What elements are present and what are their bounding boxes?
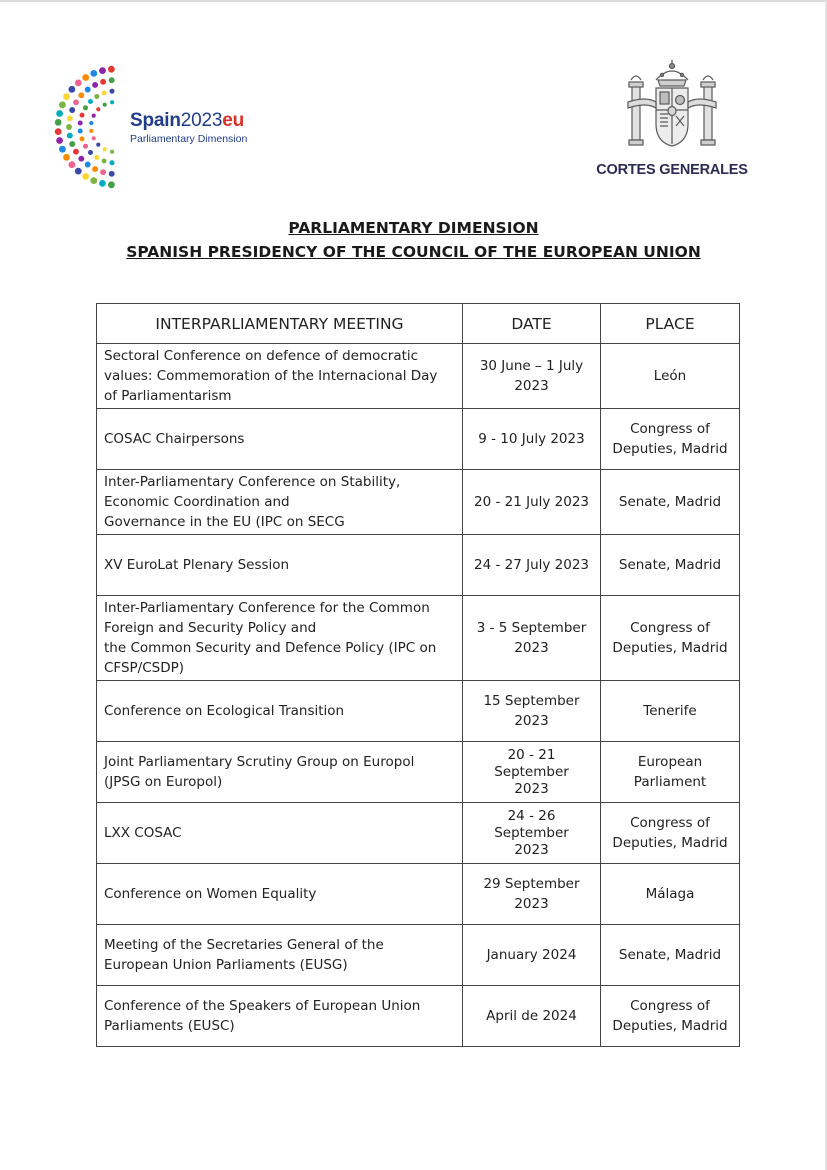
place-cell: Congress of Deputies, Madrid [601,986,740,1047]
meetings-table-body [97,344,740,1047]
meeting-cell: Joint Parliamentary Scrutiny Group on Europol (JPSG on Europol) [97,742,463,803]
page-subtitle: SPANISH PRESIDENCY OF THE COUNCIL OF THE EUROPEAN UNION [126,243,701,261]
date-cell: 24 - 27 July 2023 [463,535,601,596]
logo-dot [85,87,91,93]
column-header-meeting: INTERPARLIAMENTARY MEETING [97,304,463,344]
meeting-cell: Inter-Parliamentary Conference on Stability, Economic Coordination and Governance in the EU (IPC on SECG [97,470,463,535]
logo-dot [92,82,98,88]
meeting-cell: XV EuroLat Plenary Session [97,535,463,596]
logo-dot [89,121,93,125]
logo-dot [85,162,91,168]
table-header-row [97,304,740,344]
logo-dot [108,66,115,73]
logo-dot [102,159,107,164]
logo-dot [78,156,84,162]
logo-dot [88,99,93,104]
logo-dot [59,146,66,153]
scan-edge [0,0,827,2]
date-cell: April de 2024 [463,986,601,1047]
column-header-place: PLACE [601,304,740,344]
table-row [97,986,740,1047]
table-row [97,470,740,535]
table-row [97,803,740,864]
column-header-date: DATE [463,304,601,344]
table-row [97,742,740,803]
logo-dot [89,129,93,133]
logo-dot [82,74,89,81]
spain2023eu-logo [50,62,260,192]
date-cell: 24 - 26 September 2023 [463,803,601,864]
logo-dot [83,105,88,110]
place-cell: Senate, Madrid [601,925,740,986]
logo-dot [55,128,62,135]
date-cell: 15 September 2023 [463,681,601,742]
table-row [97,344,740,409]
logo-dot [56,110,63,117]
table-row [97,864,740,925]
date-cell: 30 June – 1 July 2023 [463,344,601,409]
spain2023eu-title: Spain2023eu [130,110,244,131]
logo-dot [83,144,88,149]
table-row [97,681,740,742]
meeting-cell: Inter-Parliamentary Conference for the Common Foreign and Security Policy and the Common Security and Defence Policy (IPC on CFSP/CSDP) [97,596,463,681]
logo-dot [88,150,93,155]
place-cell: European Parliament [601,742,740,803]
logo-dot [73,149,79,155]
logo-dot [73,99,79,105]
logo-dot [96,143,100,147]
date-cell: January 2024 [463,925,601,986]
spain2023eu-subtitle: Parliamentary Dimension [130,133,248,145]
logo-dot [80,136,85,141]
meeting-cell: Conference on Women Equality [97,864,463,925]
logo-dot [67,115,73,121]
spain2023eu-wordmark [130,110,247,145]
logo-dot [55,119,62,126]
meeting-cell: Conference on Ecological Transition [97,681,463,742]
logo-dot [78,121,83,126]
place-cell: Congress of Deputies, Madrid [601,409,740,470]
place-cell: Congress of Deputies, Madrid [601,803,740,864]
logo-dot [69,161,76,168]
logo-dot [100,169,106,175]
date-cell: 29 September 2023 [463,864,601,925]
logo-dot [59,101,66,108]
logo-dot [96,107,100,111]
logo-dot [67,133,73,139]
logo-dot [94,155,99,160]
date-cell: 3 - 5 September 2023 [463,596,601,681]
meeting-cell: Meeting of the Secretaries General of the European Union Parliaments (EUSG) [97,925,463,986]
logo-dot [110,100,114,104]
logo-dot [92,114,96,118]
logo-dot [69,141,75,147]
cortes-generales-logo [596,58,756,183]
logo-dot [92,166,98,172]
logo-dot [110,150,114,154]
meeting-cell: Conference of the Speakers of European Union Parliaments (EUSC) [97,986,463,1047]
logo-dot [99,67,106,74]
logo-dot [102,91,107,96]
place-cell: Málaga [601,864,740,925]
page-title: PARLIAMENTARY DIMENSION [288,219,539,237]
logo-dot [66,124,72,130]
logo-dot [63,154,70,161]
logo-dot [109,77,115,83]
place-cell: Senate, Madrid [601,470,740,535]
logo-dot [92,136,96,140]
logo-dot [100,79,106,85]
logo-dot [69,107,75,113]
logo-dot [109,171,115,177]
meeting-cell: COSAC Chairpersons [97,409,463,470]
logo-dot [80,113,85,118]
logo-dot [103,103,107,107]
logo-dot [82,173,89,180]
place-cell: Congress of Deputies, Madrid [601,596,740,681]
logo-dot [99,180,106,187]
logo-dot [69,86,76,93]
place-cell: Senate, Madrid [601,535,740,596]
logo-dot [63,93,70,100]
cortes-generales-title: CORTES GENERALES [596,162,748,178]
place-cell: Tenerife [601,681,740,742]
table-row [97,535,740,596]
meeting-cell: Sectoral Conference on defence of democratic values: Commemoration of the Internacional Day of Parliamentarism [97,344,463,409]
date-cell: 20 - 21 September 2023 [463,742,601,803]
logo-dot [78,92,84,98]
logo-dot [75,80,82,87]
logo-dot [90,177,97,184]
logo-dot [103,147,107,151]
meeting-cell: LXX COSAC [97,803,463,864]
logo-dot [108,181,115,188]
place-cell: León [601,344,740,409]
logo-dot [78,129,83,134]
logo-dot [94,94,99,99]
logo-dot [110,89,115,94]
logo-dot [110,160,115,165]
date-cell: 20 - 21 July 2023 [463,470,601,535]
table-row [97,596,740,681]
table-row [97,925,740,986]
table-row [97,409,740,470]
date-cell: 9 - 10 July 2023 [463,409,601,470]
dot-arc-icon [50,62,128,192]
meetings-table [96,303,740,1047]
logo-dot [75,168,82,175]
logo-dot [90,70,97,77]
logo-dot [56,137,63,144]
coat-of-arms-icon [626,58,718,154]
